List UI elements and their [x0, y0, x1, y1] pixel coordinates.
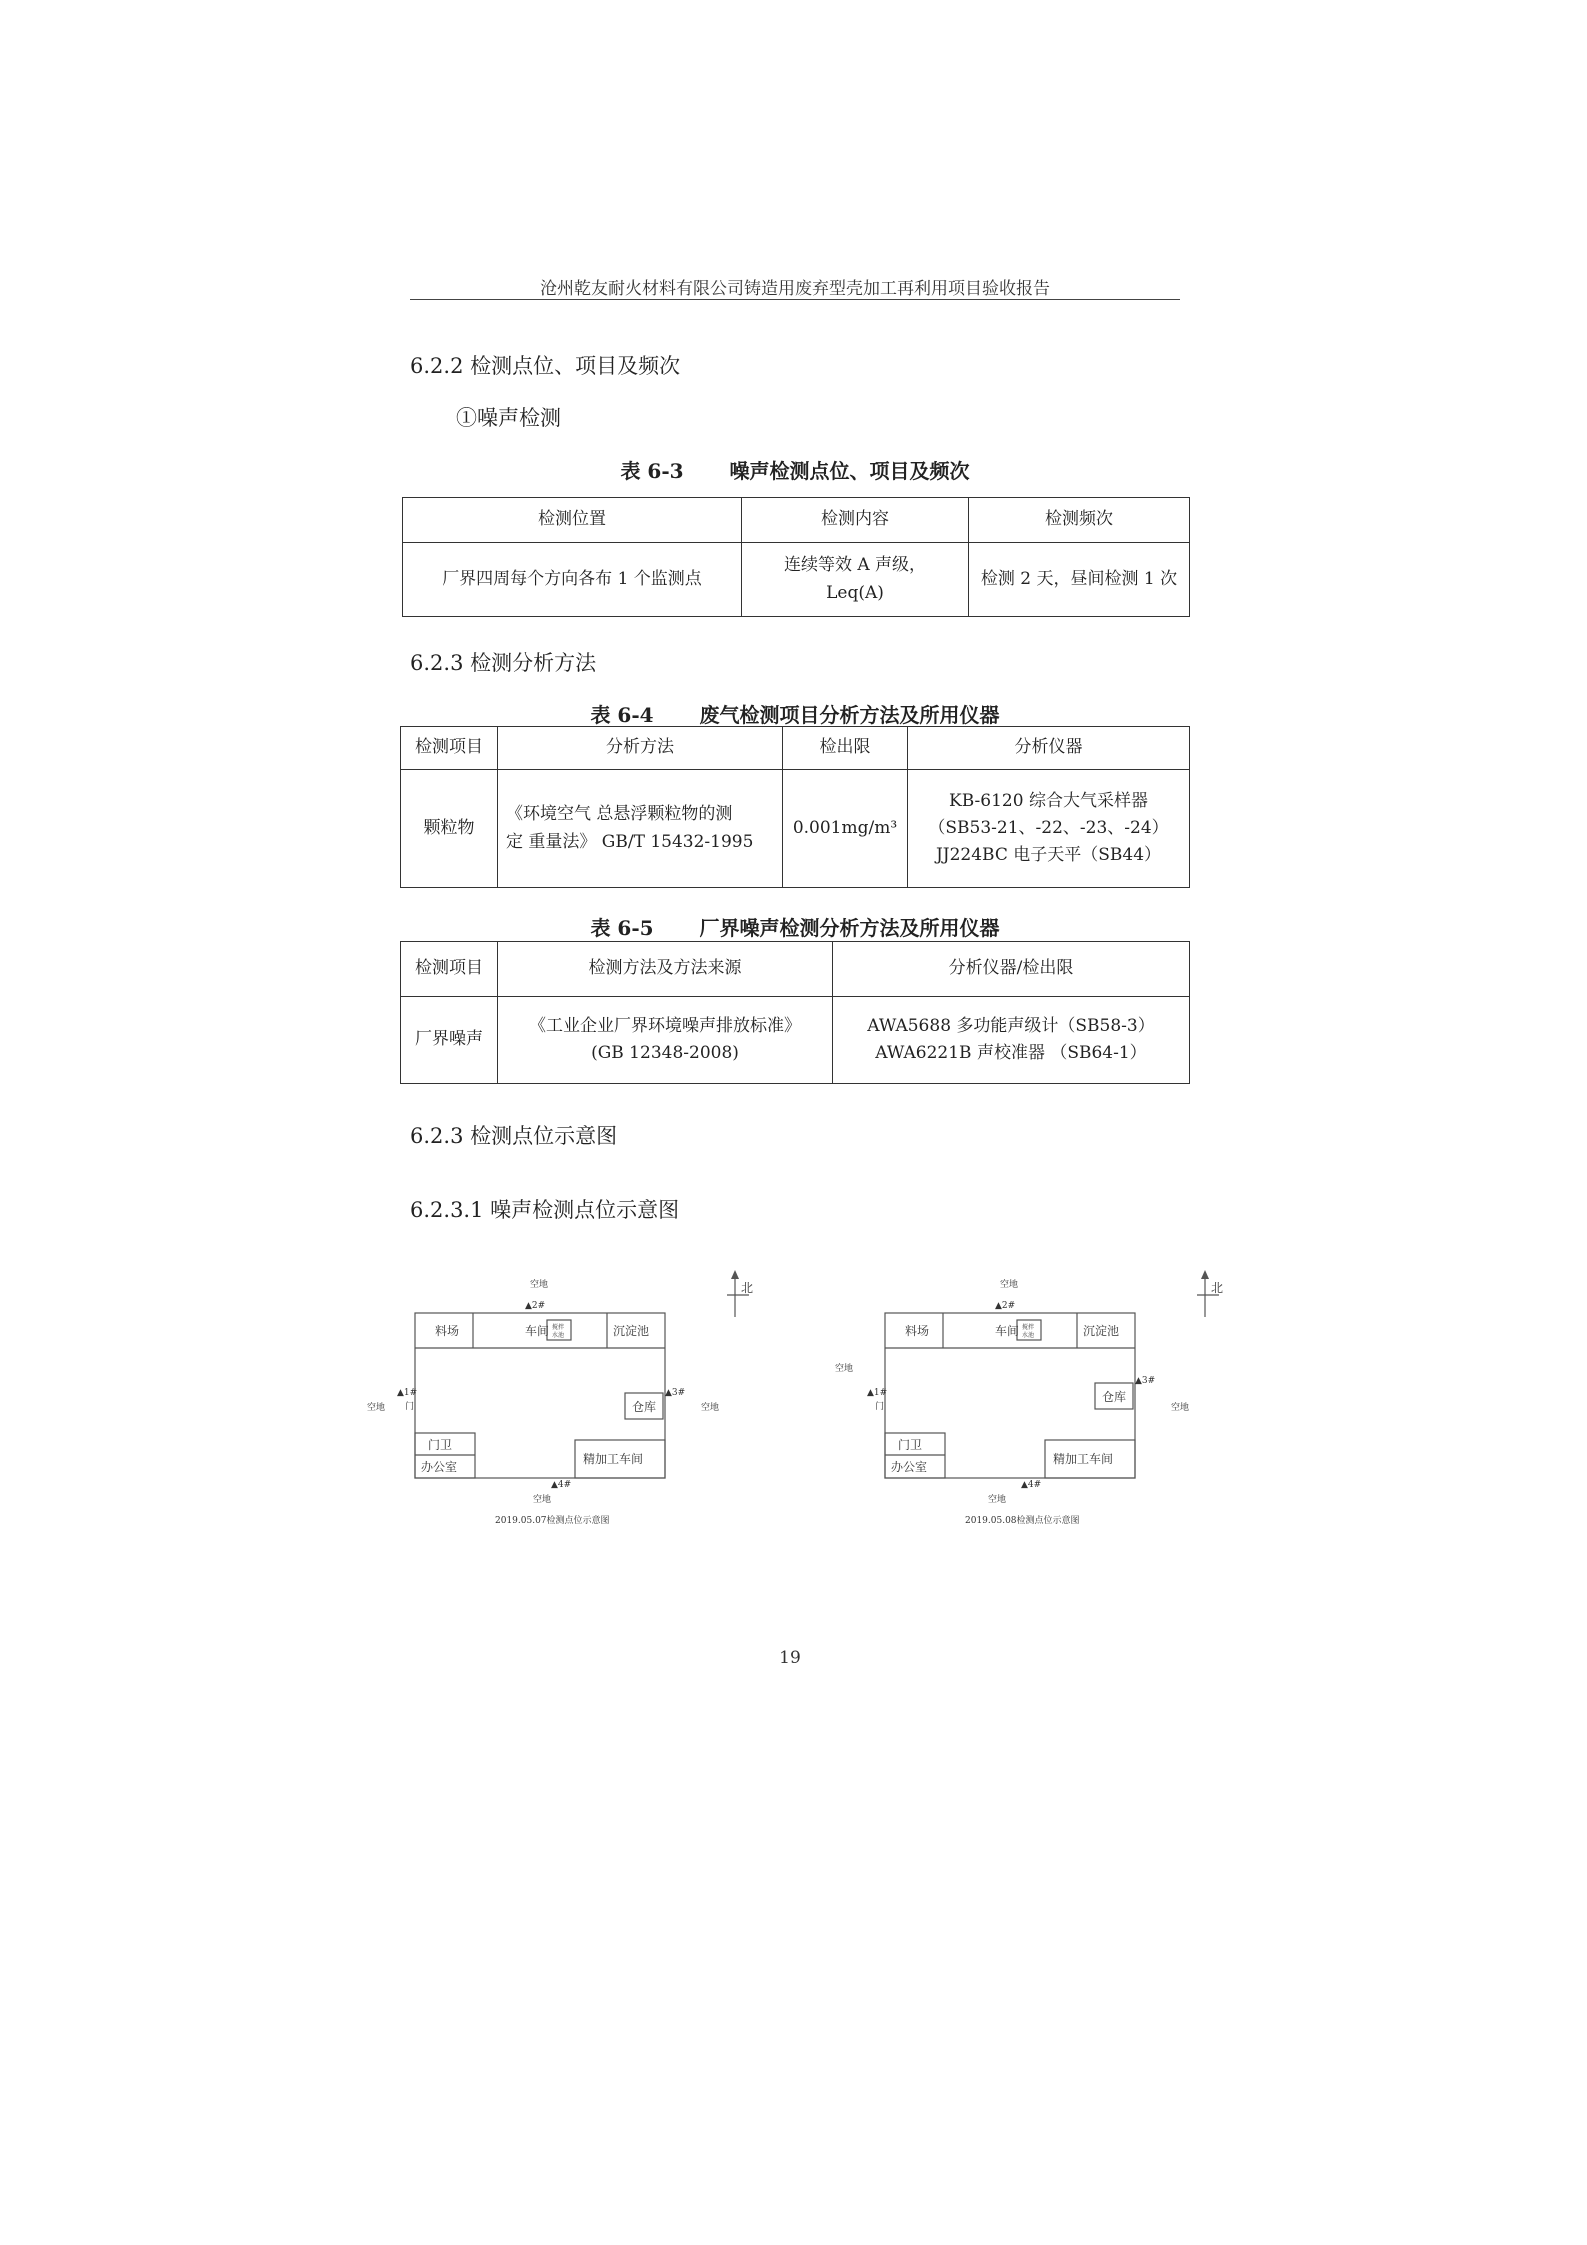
- header-divider: [410, 299, 1180, 300]
- table-cell-limit: 0.001mg/m³: [783, 770, 908, 888]
- diagram-caption: 2019.05.07检测点位示意图: [495, 1516, 610, 1526]
- table-header-row: [401, 727, 1190, 770]
- table-header-cell: 分析仪器/检出限: [833, 942, 1190, 997]
- point-1-marker: ▲1#: [397, 1388, 418, 1398]
- content-line: 连续等效 A 声级，: [783, 555, 927, 576]
- table-6-3-caption: [400, 455, 1190, 484]
- yard-label: 料场: [905, 1324, 930, 1338]
- table-header-cell: 检测频次: [969, 498, 1190, 543]
- section-6-2-3-diagram-heading: 6.2.3 检测点位示意图: [410, 1124, 618, 1148]
- noise-item-heading: ①噪声检测: [456, 406, 561, 430]
- open-space-right: 空地: [1171, 1403, 1190, 1413]
- north-arrow-icon: [1201, 1270, 1209, 1279]
- point-2-marker: ▲2#: [525, 1301, 546, 1311]
- table-6-4: [400, 726, 1190, 888]
- north-arrow-icon: [731, 1270, 739, 1279]
- noise-point-diagram-0507: [355, 1265, 755, 1530]
- north-label: 北: [741, 1281, 754, 1295]
- water-pool-label: 水池: [1022, 1332, 1035, 1339]
- table-header-cell: 分析方法: [498, 727, 783, 770]
- guard-label: 门卫: [898, 1438, 923, 1452]
- table-header-cell: 检测项目: [401, 727, 498, 770]
- table-cell-content: [742, 543, 969, 617]
- open-space-bottom: 空地: [988, 1495, 1007, 1505]
- table-6-4-title: 废气检测项目分析方法及所用仪器: [699, 703, 1000, 727]
- table-cell-method: [498, 770, 783, 888]
- noise-point-diagram-0508: [825, 1265, 1225, 1530]
- mixer-label: 搅拌: [552, 1324, 565, 1331]
- table-cell-location: 厂界四周每个方向各布 1 个监测点: [403, 543, 742, 617]
- point-3-marker: ▲3#: [1135, 1376, 1156, 1386]
- table-6-4-caption: [400, 699, 1190, 728]
- yard-label: 料场: [435, 1324, 460, 1338]
- table-header-cell: 检出限: [783, 727, 908, 770]
- point-1-marker: ▲1#: [867, 1388, 888, 1398]
- table-row: [403, 543, 1190, 617]
- table-header-cell: 检测位置: [403, 498, 742, 543]
- gate-mark: 门: [875, 1402, 885, 1412]
- section-6-2-3-methods-heading: 6.2.3 检测分析方法: [410, 651, 597, 675]
- diagram-caption: 2019.05.08检测点位示意图: [965, 1516, 1080, 1526]
- table-6-5-label: 表 6-5: [590, 916, 654, 940]
- open-space-right: 空地: [701, 1403, 720, 1413]
- table-header-row: [401, 942, 1190, 997]
- table-header-cell: 检测方法及方法来源: [498, 942, 833, 997]
- table-cell-instrument: [908, 770, 1190, 888]
- workshop-label: 车间: [995, 1324, 1020, 1338]
- table-cell-item: 厂界噪声: [401, 997, 498, 1084]
- point-4-marker: ▲4#: [551, 1480, 572, 1490]
- open-space-left: 空地: [367, 1403, 386, 1413]
- table-6-5: [400, 941, 1190, 1084]
- table-6-3: [402, 497, 1190, 617]
- method-line: 定 重量法》 GB/T 15432-1995: [506, 831, 754, 852]
- table-cell-method: [498, 997, 833, 1084]
- sedimentation-label: 沉淀池: [613, 1324, 650, 1338]
- point-3-marker: ▲3#: [665, 1388, 686, 1398]
- instrument-line: JJ224BC 电子天平（SB44）: [935, 845, 1162, 866]
- instrument-line: KB-6120 综合大气采样器: [949, 790, 1148, 811]
- workshop-label: 车间: [525, 1324, 550, 1338]
- report-header-title: 沧州乾友耐火材料有限公司铸造用废弃型壳加工再利用项目验收报告: [540, 279, 1050, 299]
- warehouse-label: 仓库: [1102, 1390, 1127, 1404]
- table-cell-frequency: 检测 2 天，昼间检测 1 次: [969, 543, 1190, 617]
- table-6-5-caption: [400, 912, 1190, 941]
- gate-mark: 门: [405, 1402, 415, 1412]
- page-number: 19: [779, 1648, 801, 1668]
- guard-label: 门卫: [428, 1438, 453, 1452]
- table-6-3-title: 噪声检测点位、项目及频次: [729, 459, 970, 483]
- section-6-2-3-1-heading: 6.2.3.1 噪声检测点位示意图: [410, 1198, 680, 1222]
- water-pool-label: 水池: [552, 1332, 565, 1339]
- section-6-2-2-heading: 6.2.2 检测点位、项目及频次: [410, 354, 681, 378]
- point-4-marker: ▲4#: [1021, 1480, 1042, 1490]
- table-6-3-label: 表 6-3: [620, 459, 684, 483]
- open-space-left: 空地: [835, 1364, 854, 1374]
- content-line: Leq(A): [826, 582, 884, 603]
- table-header-cell: 分析仪器: [908, 727, 1190, 770]
- method-line: (GB 12348-2008): [591, 1043, 739, 1063]
- table-header-row: [403, 498, 1190, 543]
- mixer-label: 搅拌: [1022, 1324, 1035, 1331]
- north-label: 北: [1211, 1281, 1224, 1295]
- table-row: [401, 997, 1190, 1084]
- open-space-bottom: 空地: [533, 1495, 552, 1505]
- table-row: [401, 770, 1190, 888]
- method-line: 《工业企业厂界环境噪声排放标准》: [529, 1015, 801, 1036]
- method-line: 《环境空气 总悬浮颗粒物的测: [506, 804, 733, 825]
- sedimentation-label: 沉淀池: [1083, 1324, 1120, 1338]
- table-cell-instrument: [833, 997, 1190, 1084]
- table-6-5-title: 厂界噪声检测分析方法及所用仪器: [699, 916, 1000, 940]
- finishing-workshop-label: 精加工车间: [1053, 1452, 1114, 1466]
- instrument-line: （SB53-21、-22、-23、-24）: [928, 817, 1169, 838]
- table-header-cell: 检测内容: [742, 498, 969, 543]
- table-cell-item: 颗粒物: [401, 770, 498, 888]
- warehouse-label: 仓库: [632, 1400, 657, 1414]
- office-label: 办公室: [421, 1460, 458, 1474]
- table-header-cell: 检测项目: [401, 942, 498, 997]
- table-6-4-label: 表 6-4: [590, 703, 654, 727]
- instrument-line: AWA5688 多功能声级计（SB58-3）: [867, 1015, 1155, 1036]
- finishing-workshop-label: 精加工车间: [583, 1452, 644, 1466]
- point-2-marker: ▲2#: [995, 1301, 1016, 1311]
- open-space-top: 空地: [530, 1280, 549, 1290]
- instrument-line: AWA6221B 声校准器 （SB64-1）: [875, 1043, 1147, 1063]
- open-space-top: 空地: [1000, 1280, 1019, 1290]
- office-label: 办公室: [891, 1460, 928, 1474]
